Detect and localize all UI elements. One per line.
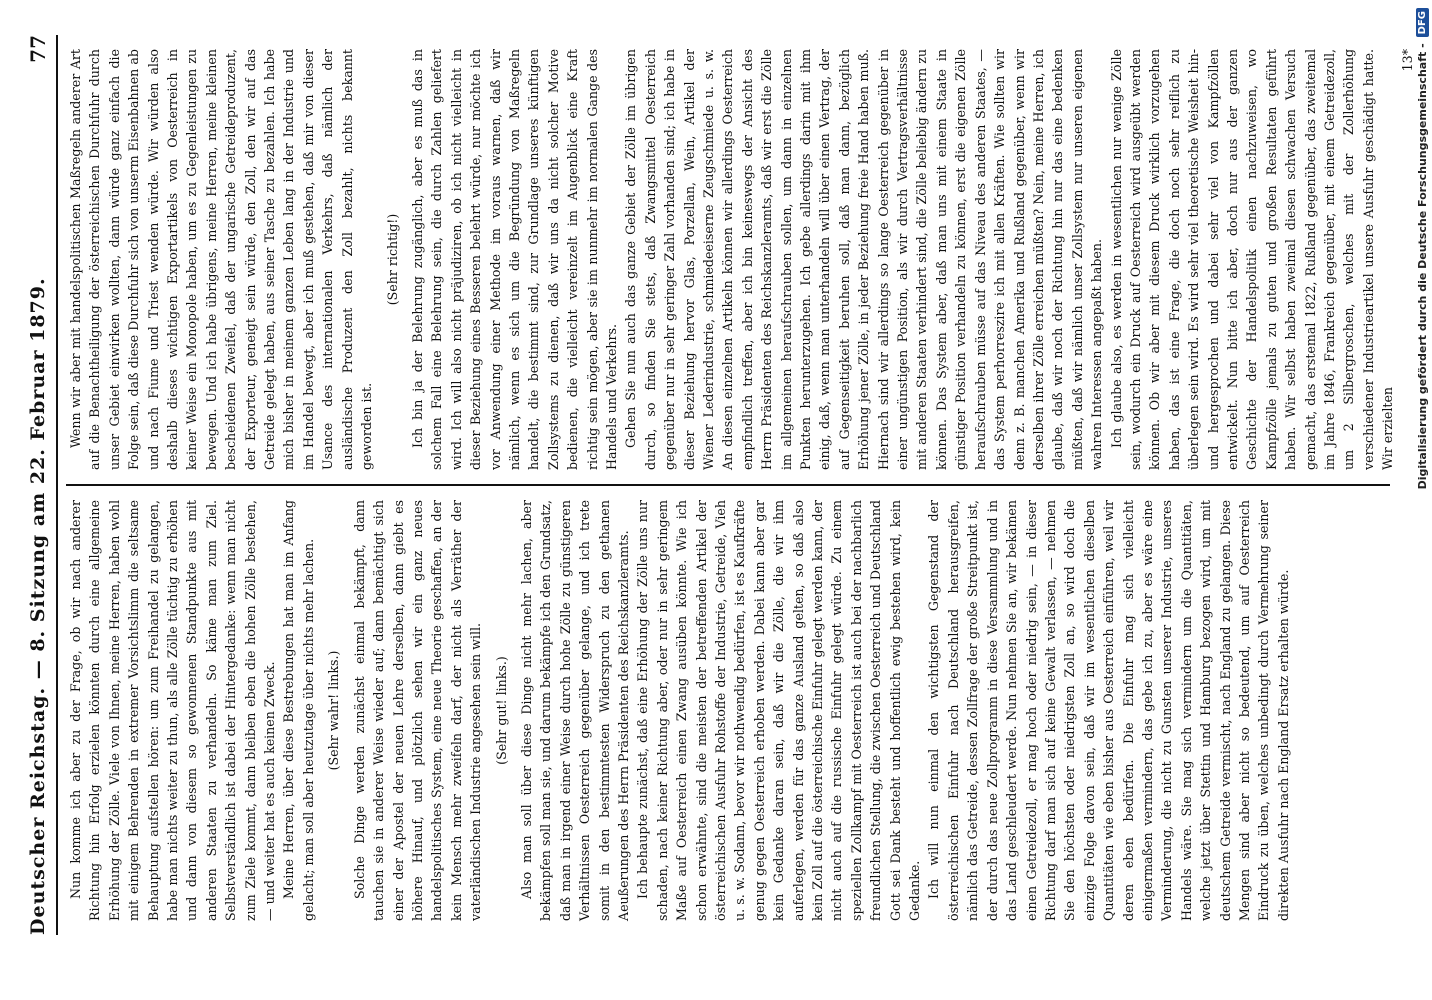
paragraph: Ich will nun einmal den wichtigsten Gegenstand der österreichischen Einfuhr nach Deutschland herausgreifen, nämlich das Getreide, dessen Zollfrage der große Streitpunkt ist, der durch das neue Zollprogramm in diese Versammlung und in das Land geschleudert werde. Nun nehmen Sie an, wir bekämen einen Getreidezoll, er mag hoch oder niedrig sein, — in dieser Richtung darf man sich auf keine Gewalt verlassen, — nehmen Sie den höchsten oder niedrigsten Zoll an, so wird doch die einzige Folge davon sein, daß wir im wesentlichen dieselben Quantitäten wie eben bisher aus Oesterreich einführen, weil wir deren eben bedürfen. Die Einfuhr mag sich vielleicht einigermaßen vermindern, das gebe ich zu, aber es wäre eine Verminderung, die nicht zu Gunsten unserer Industrie, unseres Handels wäre. Sie mag sich vermindern um die Quantitäten, welche jetzt über Stettin und Hamburg bezogen wird, um mit deutschem Getreide vermischt, nach England zu gelangen. Diese Mengen sind aber nicht so bedeutend, um auf Oesterreich Eindruck zu üben, welches unbedingt durch Vermehrung seiner direkten Ausfuhr nach England Ersatz erhalten würde. (926, 500, 1291, 921)
credit-text: Digitalisierung gefördert durch die Deutsche Forschungsgemeinschaft - (1415, 43, 1429, 490)
interjection: (Sehr gut! links.) (493, 656, 509, 765)
paragraph: Also man soll über diese Dinge nicht mehr lachen, aber bekämpfen soll man sie, und darum bekämpfe ich den Grundsatz, daß man in irgend einer Weise durch hohe Zölle zu günstigeren Verhältnissen Oesterreich gegenüber gelange, und ich trete somit in den bestimmtesten Widerspruch zu den gethanen Aeußerungen des Herrn Präsidenten des Reichskanzleramts. (518, 500, 631, 921)
paragraph: Meine Herren, über diese Bestrebungen hat man im Anfang gelacht; man soll aber heutzutage über nichts mehr lachen. (281, 500, 316, 921)
rotated-page (20, 15, 1415, 975)
column-left (66, 486, 1390, 935)
paragraph: Nun komme ich aber zu der Frage, ob wir nach anderer Richtung hin Erfolg erzielen könnten durch eine allgemeine Erhöhung der Zölle. Viele von Ihnen, meine Herren, haben wohl mit einigem Behrenden in extremer Vorsichtslimm die seltsame Behauptung aufstellen hören: um zum Freihandel zu gelangen, habe man nichts weiter zu thun, als alle Zölle tüchtig zu erhöhen und dann von diesem so gewonnenen Standpunkte aus mit anderen Staaten zu verhandeln. So käme man zum Ziel. Selbstverständlich ist dabei der Hintergedanke: wenn man nicht zum Ziele kommt, dann bleiben eben die hohen Zölle bestehen, — und weiter hat es auch keinen Zweck. (68, 500, 278, 921)
running-title: Deutscher Reichstag. — 8. Sitzung am 22. Februar 1879. (27, 277, 49, 935)
page-header (20, 35, 58, 935)
interjection: (Sehr wahr! links.) (326, 650, 342, 771)
page-number: 77 (26, 35, 50, 63)
paragraph: Ich glaube also, es werden in wesentlichen nur wenige Zölle sein, wodurch ein Druck auf Oesterreich wird ausgeübt werden können. Ob wir aber mit diesem Druck wirklich vorzugehen haben, das ist eine Frage, die doch noch sehr reiflich zu überlegen sein wird. Es wird sehr viel theoretische Weisheit hin- und hergesprochen und dabei sehr viel von Kampfzöllen entwickelt. Nun bitte ich aber, doch nur aus der ganzen Geschichte der Handelspolitik einen nachzuweisen, wo Kampfzölle jemals zu guten und großen Resultaten geführt haben. Wir selbst haben zweimal diesen schwachen Versuch gemacht, das erstemal 1822, Rußland gegenüber, das zweitemal im Jahre 1846, Frankreich gegenüber, mit einem Getreidezoll, um 2 Silbergroschen, welches mit der Zollerhöhung verschiedener Industrieartikel unsere Ausfuhr geschädigt hatte. Wir erzielten (1108, 49, 1396, 470)
dfg-logo: DFG (1416, 8, 1429, 37)
text-columns (66, 35, 1415, 935)
interjection: (Sehr richtig!) (384, 213, 400, 306)
paragraph: Gehen Sie nun auch das ganze Gebiet der Zölle im übrigen durch, so finden Sie stets, daß Zwangsmittel Oesterreich gegenüber nur in sehr geringer Zahl vorhanden sind; ich habe in dieser Beziehung hervor Glas, Porzellan, Wein, Artikel der Wiener Lederindustrie, schmiedeeiserne Zeugschmiede u. s. w. An diesen einzelnen Artikeln können wir allerdings Oesterreich empfindlich treffen, aber ich bin keineswegs der Ansicht des Herrn Präsidenten des Reichskanzleramts, daß wir erst die Zölle im allgemeinen heraufschrauben sollen, um dann in einzelnen Punkten herunterzugehen. Ich gebe allerdings darin mit ihm einig, daß, wenn man unterhandeln will über einen Vertrag, der auf Gegenseitigkeit beruhen soll, daß man dann, bezüglich Erhöhung jener Zölle, in jeder Beziehung freie Hand haben muß. Hiernach sind wir allerdings so lange Oesterreich gegenüber in einer ungünstigen Position, als wir durch Vertragsverhältnisse mit anderen Staaten verhindert sind, die Zölle beliebig ändern zu können. Das System aber, daß man uns mit einem Staate in günstiger Position verhandeln zu können, erst die eigenen Zölle heraufschrauben müsse auf das Niveau des anderen Staates, — das System perhorreszire ich mit allen Kräften. Wie sollten wir denn z. B. manchen Amerika und Rußland gegenüber, wenn wir derselben ihrer Zölle erreichen müßten? Nein, meine Herren, ich glaube, daß wir noch der Richtung hin nur das eine bedenken müßten, daß wir nämlich unser Zollsystem nur unseren eigenen wahren Interessen angepaßt haben. (623, 49, 1105, 470)
paragraph: Solche Dinge werden zunächst einmal bekämpft, dann tauchen sie in anderer Weise wieder auf; dann bemächtigt sich einer der Apostel der neuen Lehre derselben, dann giebt es höhere Hinauf, und plötzlich sehen wir ein ganz neues handelspolitisches System, eine neue Theorie geschaffen, an der kein Mensch mehr zweifeln darf, der nicht als Verräther der vaterländischen Industrie angesehen sein will. (351, 500, 484, 921)
signature-mark: 13* (1399, 49, 1415, 72)
digitization-credit (1412, 0, 1432, 1000)
paragraph: Wenn wir aber mit handelspolitischen Maßregeln anderer Art auf die Benachtheiligung der österreichischen Durchfuhr durch unser Gebiet einwirken wollten, dann würde ganz einfach die Folge sein, daß diese Durchfuhr sich von unserm Eisenbahnen ab und nach Fiume und Triest wenden würde. Wir würden also deshalb dieses wichtigen Exportartikels von Oesterreich in keiner Weise ein Monopole haben, um es zu Gegenleistungen zu bewegen. Und ich habe übrigens, meine Herren, meine kleinen bescheidenen Zweifel, daß der ungarische Getreideproduzent, der Exporteur, geneigt sein würde, den Zoll, den wir auf das Getreide gelegt haben, aus seiner Tasche zu bezahlen. Ich habe mich bisher in meinem ganzen Leben lang in der Industrie und im Handel bewegt, aber ich muß gestehen, daß mir von dieser Usance des internationalen Verkehrs, daß nämlich der ausländische Produzent den Zoll bezahlt, nichts bekannt geworden ist. (68, 49, 375, 470)
column-right (66, 35, 1415, 484)
paragraph: Ich bin ja der Belehrung zugänglich, aber es muß das in solchem Fall eine Belehrung sein, die durch Zahlen geliefert wird. Ich will also nicht präjudiziren, ob ich nicht vielleicht in dieser Beziehung eines Besseren belehrt würde, nur möchte ich vor Anwendung einer Methode im voraus warnen, daß wir nämlich, wenn es sich um die Begründung von Maßregeln handelt, die bestimmt sind, zur Grundlage unseres künftigen Zollsystems zu dienen, daß wir uns da nicht solcher Motive bedienen, die vielleicht vereinzelt im Augenblick eine Kraft richtig sein mögen, aber sie im nunmehr im normalen Gange des Handels und Verkehrs. (409, 49, 619, 470)
column-divider (66, 484, 1390, 486)
paragraph: Ich behaupte zunächst, daß eine Erhöhung der Zölle uns nur schaden, nach keiner Richtung aber, oder nur in sehr geringem Maße auf Oesterreich einen Zwang ausüben könnte. Wie ich schon erwähnte, sind die meisten der betreffenden Artikel der österreichischen Ausfuhr Rohstoffe der Industrie, Getreide, Vieh u. s. w. Sodann, bevor wir nothwendig bedürfen, ist es Kaufkräfte genug gegen Oesterreich erhoben werden. Dabei kann aber gar kein Gedanke daran sein, daß wir die Zölle, die wir ihm auferlegen, werden für das ganze Ausland gelten, so daß also kein Zoll auf die österreichische Einfuhr gelegt werden kann, der nicht auch auf die russische Einfuhr gelegt würde. Zu einem speziellen Zollkampf mit Oesterreich ist auch bei der nachbarlich freundlichen Stellung, die zwischen Oesterreich und Deutschland Gott sei Dank besteht und hoffentlich ewig bestehen wird, kein Gedanke. (635, 500, 923, 921)
